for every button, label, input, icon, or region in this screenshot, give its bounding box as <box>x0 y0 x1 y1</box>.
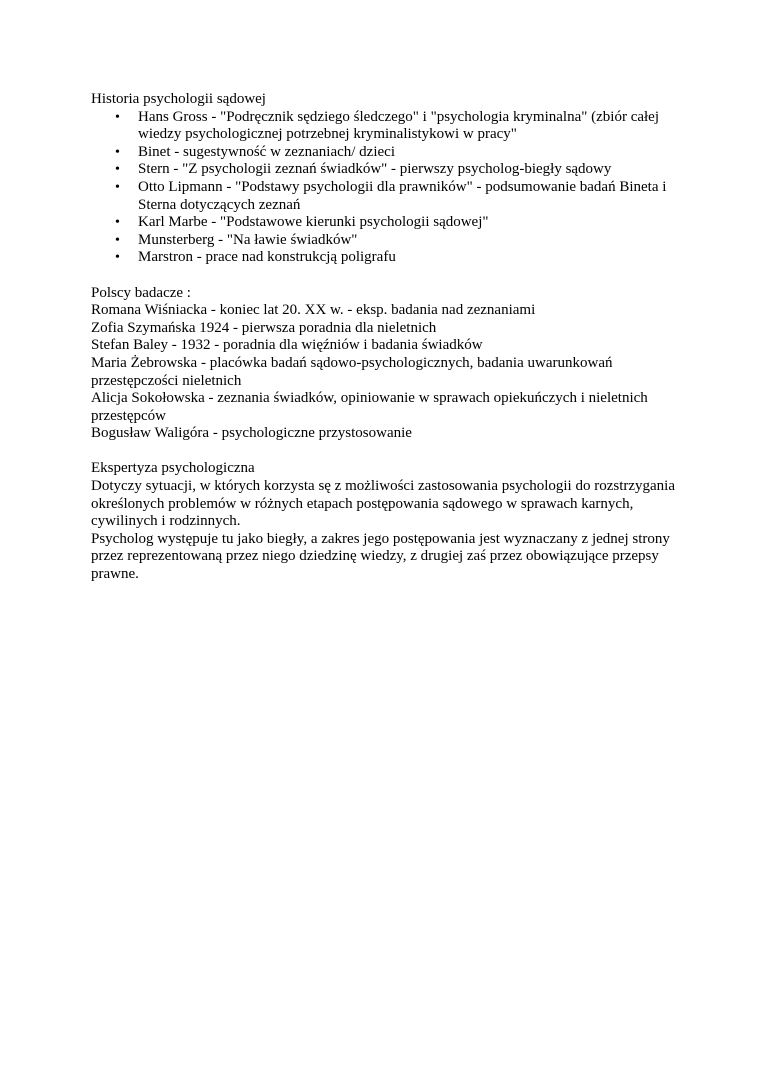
expertise-paragraph: Psycholog występuje tu jako biegły, a zakres jego postępowania jest wyznaczany z jednej strony przez reprezentowaną przez niego dziedzinę wiedzy, z drugiej zaś przez obowiązujące przepsy prawne. <box>91 530 670 583</box>
researcher-line: Romana Wiśniacka - koniec lat 20. XX w. - eksp. badania nad zeznaniami <box>91 302 536 319</box>
researcher-line: Zofia Szymańska 1924 - pierwsza poradnia dla nieletnich <box>91 319 437 336</box>
history-list <box>91 109 681 267</box>
expertise-section <box>91 460 681 583</box>
list-item: • Binet - sugestywność w zeznaniach/ dzieci <box>115 143 395 160</box>
list-item: • Marstron - prace nad konstrukcją poligrafu <box>115 249 396 266</box>
list-item: • Karl Marbe - "Podstawowe kierunki psychologii sądowej" <box>115 214 489 231</box>
bullet-icon: • <box>115 162 120 178</box>
researcher-line: Alicja Sokołowska - zeznania świadków, opiniowanie w sprawach opiekuńczych i nieletnich przestępców <box>91 390 648 424</box>
history-heading: Historia psychologii sądowej <box>91 91 266 107</box>
bullet-icon: • <box>115 232 120 248</box>
polish-researchers-section <box>91 285 681 443</box>
spacer <box>91 267 681 285</box>
list-item: • Stern - "Z psychologii zeznań świadków" - pierwszy psycholog-biegły sądowy <box>115 161 612 178</box>
polish-heading: Polscy badacze : <box>91 284 191 301</box>
history-section <box>91 91 681 267</box>
researcher-line: Stefan Baley - 1932 - poradnia dla więźniów i badania świadków <box>91 337 483 354</box>
bullet-icon: • <box>115 250 120 266</box>
researcher-line: Maria Żebrowska - placówka badań sądowo-psychologicznych, badania uwarunkowań przestępczości nieletnich <box>91 354 613 389</box>
expertise-heading: Ekspertyza psychologiczna <box>91 460 255 477</box>
expertise-paragraph: Dotyczy sytuacji, w których korzysta sę z możliwości zastosowania psychologii do rozstrzygania określonych problemów w różnych etapach postępowania sądowego w sprawach karnych, cywilinych i rodzinnych. <box>91 478 676 530</box>
list-item: • Munsterberg - "Na ławie świadków" <box>115 231 358 248</box>
researcher-line: Bogusław Waligóra - psychologiczne przystosowanie <box>91 425 412 442</box>
bullet-icon: • <box>115 179 120 195</box>
spacer <box>91 443 681 461</box>
list-item: • Hans Gross - "Podręcznik sędziego śledczego" i "psychologia kryminalna" (zbiór całej wiedzy psychologicznej potrzebnej kryminalistykowi w pracy" <box>115 108 660 143</box>
document-body <box>91 91 681 584</box>
bullet-icon: • <box>115 144 120 160</box>
bullet-icon: • <box>115 109 120 125</box>
list-item: • Otto Lipmann - "Podstawy psychologii dla prawników" - podsumowanie badań Bineta i Sterna dotyczących zeznań <box>115 178 667 213</box>
bullet-icon: • <box>115 215 120 231</box>
